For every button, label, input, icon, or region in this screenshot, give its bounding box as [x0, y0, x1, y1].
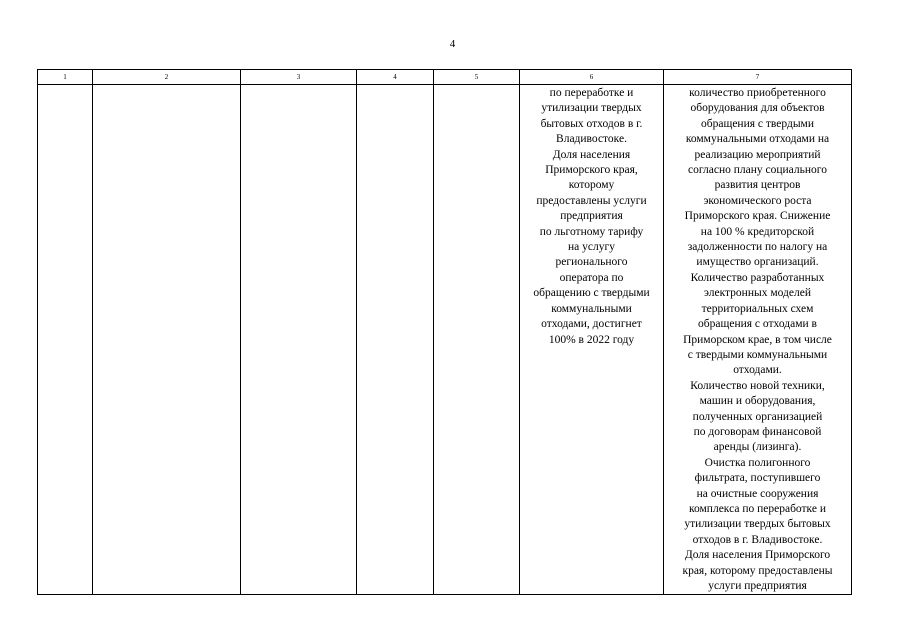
text-line: фильтрата, поступившего [694, 472, 821, 485]
text-line: оборудования для объектов [690, 102, 825, 115]
text-line: края, которому предоставлены [682, 564, 833, 577]
text-line: количество приобретенного [689, 87, 826, 99]
text-line: электронных моделей [704, 287, 811, 300]
text-line: которому [568, 179, 615, 192]
text-line: Приморского края, [545, 164, 638, 177]
text-line: 100% в 2022 году [548, 333, 635, 346]
text-line: комплекса по переработке и [689, 502, 826, 515]
cell-col-1 [38, 85, 93, 595]
text-line: задолженности по налогу на [687, 241, 828, 254]
table-row [38, 85, 852, 595]
column-header-7: 7 [664, 70, 852, 85]
column-header-1: 1 [38, 70, 93, 85]
text-line: на 100 % кредиторской [700, 225, 815, 238]
text-line: утилизации твердых бытовых [684, 518, 831, 531]
text-line: бытовых отходов в г. [540, 117, 643, 130]
text-line: машин и оборудования, [699, 395, 816, 408]
text-line: реализацию мероприятий [694, 148, 821, 161]
text-line: услуги предприятия [708, 580, 807, 592]
text-line: обращения с отходами в [698, 318, 817, 331]
column-header-5: 5 [434, 70, 520, 85]
text-line: на услугу [568, 241, 615, 254]
text-line: отходов в г. Владивостоке. [692, 533, 823, 546]
column-header-4: 4 [357, 70, 434, 85]
text-line: территориальных схем [701, 302, 814, 315]
text-line: обращению с твердыми [533, 287, 650, 300]
text-line: предоставлены услуги [536, 194, 647, 207]
text-line: коммунальными [551, 302, 632, 315]
text-line: Владивостоке. [556, 133, 627, 146]
text-line: коммунальными отходами на [685, 133, 830, 146]
text-line: утилизации твердых [541, 102, 642, 115]
text-line: Доля населения Приморского [684, 549, 831, 562]
cell-col-2 [93, 85, 241, 595]
cell-col-5 [434, 85, 520, 595]
text-line: Приморского края. Снижение [684, 210, 831, 223]
text-line: экономического роста [703, 194, 812, 207]
cell-col-4 [357, 85, 434, 595]
text-line: с твердыми коммунальными [687, 348, 828, 361]
text-line: Количество новой техники, [690, 379, 825, 392]
text-line: регионального [555, 256, 628, 269]
text-line: Очистка полигонного [704, 456, 811, 469]
column-header-3: 3 [241, 70, 357, 85]
text-line: отходами. [733, 364, 782, 377]
text-line: отходами, достигнет [541, 318, 642, 331]
text-line: аренды (лизинга). [713, 441, 802, 454]
cell-col-6-text [520, 85, 663, 348]
text-line: по договорам финансовой [693, 425, 822, 438]
text-line: Количество разработанных [690, 271, 825, 284]
text-line: по льготному тарифу [539, 225, 644, 238]
header-row [38, 70, 852, 85]
column-header-6: 6 [520, 70, 664, 85]
cell-col-3 [241, 85, 357, 595]
column-header-2: 2 [93, 70, 241, 85]
cell-col-7-text [664, 85, 851, 594]
text-line: развития центров [714, 179, 801, 192]
text-line: Доля населения [552, 148, 631, 161]
cell-col-7 [664, 85, 852, 595]
text-line: согласно плану социального [688, 164, 827, 177]
text-line: полученных организацией [692, 410, 823, 423]
text-line: оператора по [559, 271, 624, 284]
page-number: 4 [449, 38, 456, 50]
text-line: на очистные сооружения [696, 487, 819, 500]
text-line: Приморском крае, в том числе [683, 333, 832, 346]
text-line: по переработке и [549, 87, 634, 99]
cell-col-6 [520, 85, 664, 595]
text-line: обращения с твердыми [701, 117, 814, 130]
text-line: предприятия [560, 210, 623, 223]
text-line: имущество организаций. [696, 256, 819, 269]
data-table [37, 69, 852, 595]
